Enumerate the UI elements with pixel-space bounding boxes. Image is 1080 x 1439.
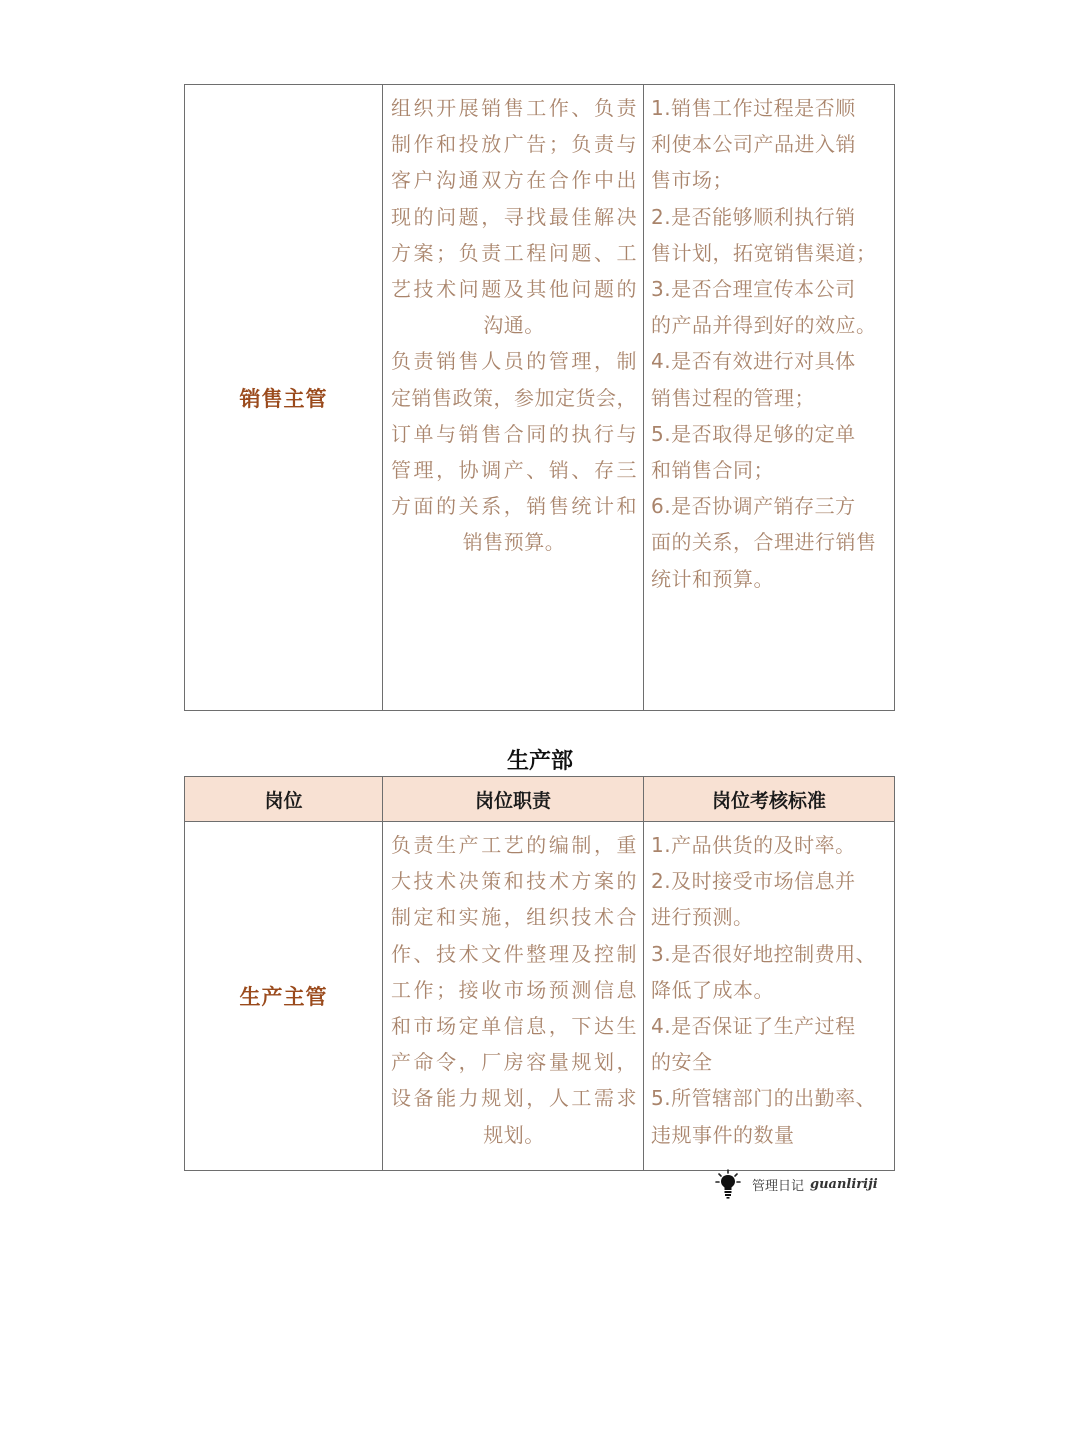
text-line: 大技术决策和技术方案的 [391, 869, 637, 894]
criterion-line: 4.是否有效进行对具体 [651, 349, 856, 374]
text-line: 和市场定单信息，下达生 [391, 1014, 637, 1039]
text-line: 现的问题，寻找最佳解决 [391, 204, 637, 229]
role-cell [185, 85, 383, 711]
text-line: 艺技术问题及其他问题的 [391, 277, 637, 302]
text-line: 设备能力规划，人工需求 [391, 1086, 637, 1111]
header-standards: 岗位考核标准 [644, 777, 895, 822]
criterion-line: 和销售合同； [651, 458, 774, 483]
table-header-row [185, 777, 895, 822]
criterion-line: 的产品并得到好的效应。 [651, 313, 877, 338]
header-position: 岗位 [185, 777, 383, 822]
text-line: 方面的关系，销售统计和 [391, 494, 637, 519]
criterion-line: 2.是否能够顺利执行销 [651, 204, 856, 229]
text-line: 方案；负责工程问题、工 [391, 240, 637, 265]
criterion-line: 的安全 [651, 1050, 713, 1075]
text-line: 沟通。 [483, 313, 545, 338]
criterion-line: 统计和预算。 [651, 566, 774, 591]
text-line: 作、技术文件整理及控制 [391, 941, 637, 966]
criterion-line: 6.是否协调产销存三方 [651, 494, 856, 519]
criterion-line: 进行预测。 [651, 905, 754, 930]
table-row [185, 822, 895, 1171]
criterion-line: 2.及时接受市场信息并 [651, 869, 856, 894]
standards-cell [644, 822, 895, 1171]
table-row [185, 85, 895, 711]
role-label: 销售主管 [239, 386, 328, 411]
criterion-line: 1.销售工作过程是否顺 [651, 96, 856, 120]
criterion-line: 利使本公司产品进入销 [651, 132, 856, 157]
text-line: 负责销售人员的管理，制 [391, 349, 637, 374]
text-line: 工作；接收市场预测信息 [391, 977, 637, 1002]
duties-cell [383, 85, 644, 711]
criterion-line: 违规事件的数量 [651, 1122, 795, 1147]
role-label: 生产主管 [239, 985, 328, 1009]
text-line: 订单与销售合同的执行与 [391, 421, 637, 446]
criterion-line: 5.所管辖部门的出勤率、 [651, 1086, 877, 1111]
text-line: 管理，协调产、销、存三 [391, 458, 637, 483]
criterion-line: 销售过程的管理； [651, 385, 815, 410]
text-line: 产命令，厂房容量规划， [391, 1050, 637, 1075]
header-duties: 岗位职责 [383, 777, 644, 822]
duties-paragraph [391, 90, 637, 343]
department-title: 生产部 [506, 749, 573, 774]
sales-table [184, 84, 895, 711]
criterion-line: 降低了成本。 [651, 977, 774, 1002]
standards-text [651, 827, 890, 1153]
duties-text [391, 90, 637, 561]
criterion-line: 4.是否保证了生产过程 [651, 1014, 856, 1039]
watermark-latin: guanliriji [810, 1176, 878, 1192]
role-cell [185, 822, 383, 1171]
duties-paragraph [391, 827, 637, 1153]
criterion-line: 售市场； [651, 168, 733, 193]
standards-text [651, 90, 890, 597]
criterion-line: 面的关系，合理进行销售 [651, 530, 877, 555]
text-line: 制定和实施，组织技术合 [391, 905, 637, 930]
criterion-line: 5.是否取得足够的定单 [651, 421, 856, 446]
text-line: 规划。 [483, 1122, 545, 1147]
criterion-line: 3.是否合理宣传本公司 [651, 277, 856, 302]
production-table [184, 776, 895, 1171]
text-line: 组织开展销售工作、负责 [391, 96, 637, 120]
watermark-label: 管理日记 [752, 1178, 805, 1194]
criterion-line: 3.是否很好地控制费用、 [651, 941, 877, 966]
standards-cell [644, 85, 895, 711]
text-line: 制作和投放广告；负责与 [391, 132, 637, 157]
lightbulb-icon [712, 1168, 744, 1200]
duties-text [391, 827, 637, 1153]
text-line: 客户沟通双方在合作中出 [391, 168, 637, 193]
text-line: 定销售政策，参加定货会， [391, 385, 637, 410]
criterion-line: 售计划，拓宽销售渠道； [651, 240, 877, 265]
watermark [712, 1168, 878, 1200]
duties-paragraph [391, 343, 637, 560]
duties-cell [383, 822, 644, 1171]
criterion-line: 1.产品供货的及时率。 [651, 833, 856, 857]
text-line: 销售预算。 [462, 530, 566, 555]
text-line: 负责生产工艺的编制，重 [391, 833, 637, 857]
